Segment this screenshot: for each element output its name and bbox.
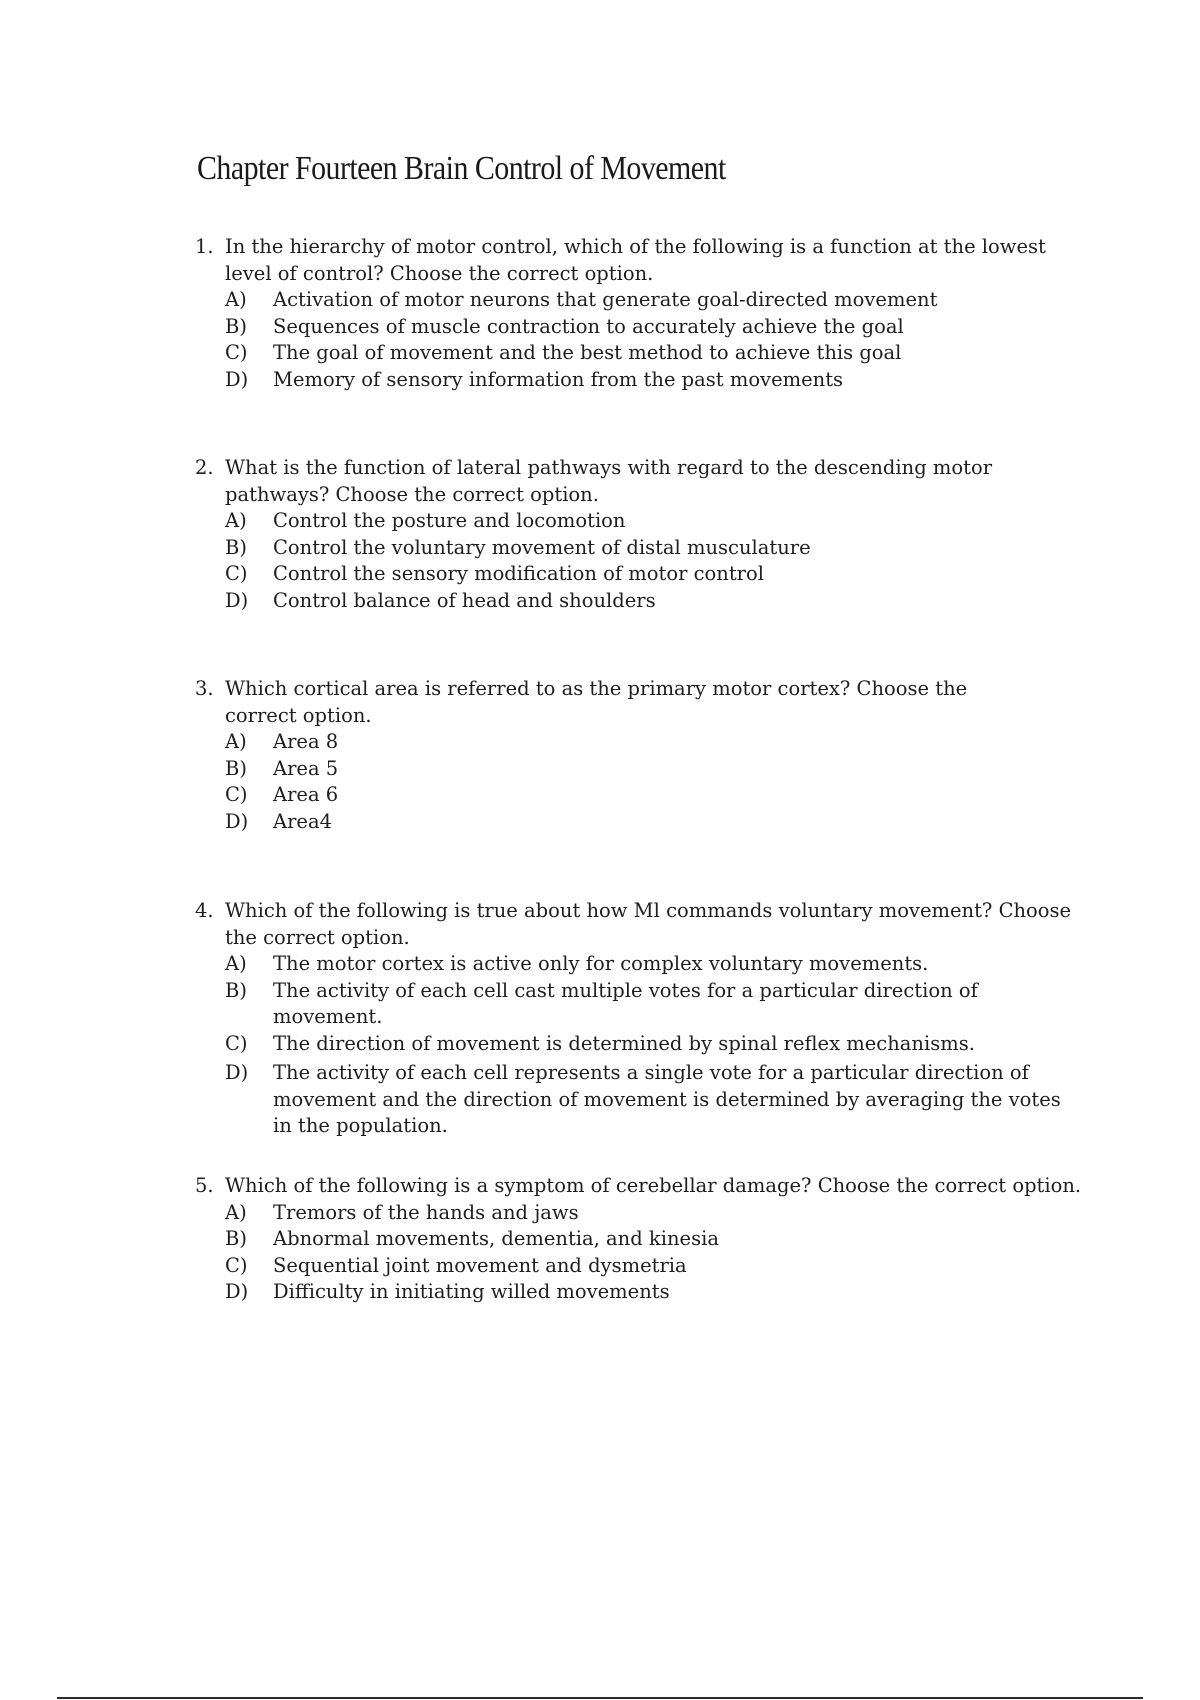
option-d — [195, 588, 1085, 615]
option-text: The direction of movement is determined by spinal reflex mechanisms. — [273, 1031, 975, 1055]
option-text: Abnormal movements, dementia, and kinesia — [273, 1227, 719, 1250]
option-letter: C) — [225, 1253, 248, 1277]
option-b — [195, 1226, 1085, 1253]
option-a — [195, 729, 1085, 756]
option-letter: A) — [225, 1200, 247, 1224]
question-number: 3. — [195, 677, 214, 700]
option-letter: A) — [225, 952, 247, 975]
question-text: Which of the following is a symptom of cerebellar damage? Choose the correct option. — [225, 1174, 1082, 1197]
question-number: 4. — [195, 899, 214, 922]
option-text: Area4 — [273, 809, 332, 833]
question-text: Which cortical area is referred to as the primary motor cortex? Choose the correct option. — [225, 677, 968, 727]
option-b — [195, 314, 1085, 341]
option-letter: A) — [225, 509, 247, 532]
option-c — [195, 340, 1085, 367]
option-text: Difficulty in initiating willed movements — [273, 1280, 670, 1303]
question-text: In the hierarchy of motor control, which of the following is a function at the lowest level of control? Choose the correct option. — [225, 235, 1046, 285]
option-c — [195, 561, 1085, 588]
option-list — [195, 729, 1085, 835]
option-text: Sequential joint movement and dysmetria — [273, 1253, 687, 1277]
option-text: Tremors of the hands and jaws — [273, 1200, 579, 1224]
option-c — [195, 1031, 1085, 1058]
option-text: Control the sensory modification of motor control — [273, 562, 764, 585]
option-a — [195, 1200, 1085, 1227]
option-text: Control the voluntary movement of distal musculature — [273, 535, 811, 559]
option-text: Area 8 — [273, 730, 339, 753]
option-list — [195, 287, 1085, 393]
option-text: Memory of sensory information from the past movements — [273, 367, 844, 391]
question-1 — [195, 234, 1085, 393]
option-b — [195, 535, 1085, 562]
question-stem — [195, 234, 1085, 287]
option-a — [195, 287, 1085, 314]
option-text: The activity of each cell cast multiple votes for a particular direction of movement. — [273, 978, 978, 1028]
option-a — [195, 951, 1085, 978]
question-4 — [195, 898, 1085, 1140]
question-stem — [195, 676, 1085, 729]
question-text: Which of the following is true about how Ml commands voluntary movement? Choose the correct option. — [225, 899, 1072, 949]
question-number: 2. — [195, 456, 214, 479]
option-b — [195, 756, 1085, 783]
option-letter: A) — [225, 730, 247, 753]
option-text: Control balance of head and shoulders — [273, 588, 656, 612]
option-letter: C) — [225, 783, 248, 806]
question-5 — [195, 1173, 1085, 1306]
option-d — [195, 809, 1085, 836]
question-2 — [195, 455, 1085, 614]
option-letter: D) — [225, 1280, 249, 1303]
option-letter: B) — [225, 978, 247, 1002]
option-letter: D) — [225, 367, 249, 391]
option-letter: B) — [225, 756, 247, 780]
option-d — [195, 1279, 1085, 1306]
question-stem — [195, 898, 1085, 951]
option-list — [195, 1200, 1085, 1306]
option-c — [195, 782, 1085, 809]
option-letter: D) — [225, 1061, 249, 1084]
option-letter: B) — [225, 1227, 247, 1250]
option-letter: D) — [225, 588, 249, 612]
option-text: Control the posture and locomotion — [273, 509, 626, 532]
option-text: The activity of each cell represents a single vote for a particular direction of movement and the direction of movement is determined by averaging the votes in the population. — [273, 1061, 1061, 1137]
option-text: Area 6 — [273, 783, 339, 806]
question-text: What is the function of lateral pathways with regard to the descending motor pathways? Choose the correct option. — [225, 456, 993, 506]
option-letter: A) — [225, 288, 247, 311]
option-d — [195, 1060, 1085, 1140]
option-text: The goal of movement and the best method to achieve this goal — [273, 341, 902, 364]
option-letter: B) — [225, 535, 247, 559]
option-a — [195, 508, 1085, 535]
question-3 — [195, 676, 1085, 835]
question-number: 1. — [195, 235, 214, 258]
option-list — [195, 508, 1085, 614]
option-text: Activation of motor neurons that generate goal-directed movement — [273, 288, 938, 311]
option-letter: D) — [225, 809, 249, 833]
option-c — [195, 1253, 1085, 1280]
option-letter: C) — [225, 562, 248, 585]
page-title: Chapter Fourteen Brain Control of Movement — [197, 150, 726, 187]
option-text: The motor cortex is active only for complex voluntary movements. — [273, 952, 929, 975]
option-b — [195, 978, 1085, 1031]
option-text: Area 5 — [273, 756, 339, 780]
option-letter: B) — [225, 314, 247, 338]
option-letter: C) — [225, 1031, 248, 1055]
option-list — [195, 951, 1085, 1140]
question-stem — [195, 1173, 1085, 1200]
option-d — [195, 367, 1085, 394]
bottom-divider — [57, 1697, 1143, 1699]
option-text: Sequences of muscle contraction to accurately achieve the goal — [273, 314, 904, 338]
question-number: 5. — [195, 1174, 214, 1197]
question-stem — [195, 455, 1085, 508]
option-letter: C) — [225, 341, 248, 364]
